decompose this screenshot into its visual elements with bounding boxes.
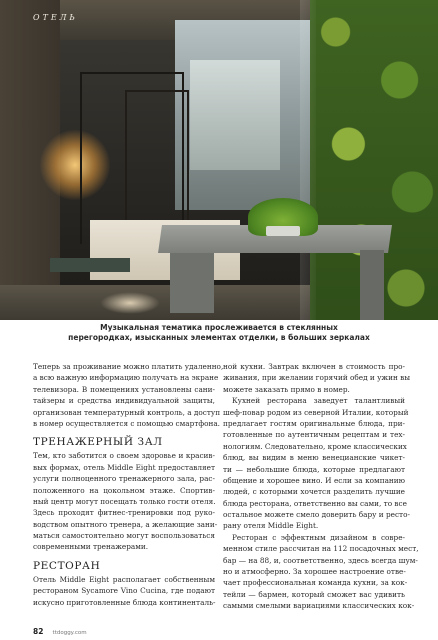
text-line: ти — небольшие блюда, которые предлагают (223, 464, 405, 474)
text-line: современными тренажерами. (33, 542, 149, 552)
text-line: чает профессиональная команда кухни, за кок- (223, 578, 408, 588)
text-line: тайзеры и средства индивидуальной защиты, (33, 396, 215, 406)
text-line: вых формах, отель Middle Eight предоставляет (33, 462, 215, 472)
photo-caption (20, 323, 418, 343)
text-line: услуги полноценного тренажерного зала, рас- (33, 474, 215, 484)
text-line: живания, при желании горячий обед и ужин вы (223, 373, 411, 383)
text-line: Ресторан с эффектным дизайном в совре- (232, 532, 405, 542)
text-line: в номер осуществляется с помощью смартфона. (33, 418, 220, 428)
text-line: положенного на цокольном этаже. Спортив- (33, 485, 215, 495)
text-line: искусно приготовленные блюда континенталь- (33, 597, 216, 607)
text-line: нологиям. Следовательно, кроме классических (223, 441, 407, 451)
text-line: блюд, вы видим в меню венецианские чикет- (223, 453, 405, 463)
text-line: водством опытного тренера, а желающие зани- (33, 519, 218, 529)
text-line: ной кухни. Завтрак включен в стоимость про- (223, 362, 405, 371)
section-heading: РЕСТОРАН (33, 559, 101, 572)
text-line: а всю важную информацию получать на экране (33, 373, 219, 383)
section-label: ОТЕЛЬ (33, 13, 78, 22)
text-line: шеф-повар родом из северной Италии, который (223, 407, 409, 417)
text-line: Тем, кто заботится о своем здоровье и красив- (33, 451, 215, 461)
photo-desk-leg (170, 253, 214, 313)
text-line: маться самостоятельно могут воспользоваться (33, 531, 215, 541)
photo-bench (50, 258, 130, 272)
footer-site: ttdoggy.com (52, 630, 87, 636)
caption-line-2: перегородках, изысканных элементах отделки, в больших зеркалах (68, 333, 370, 342)
text-line: Отель Middle Eight располагает собственным (33, 574, 215, 584)
article-left-column (33, 361, 224, 608)
text-line: рану отеля Middle Eight. (223, 521, 319, 531)
text-line: блюда ресторана, ответственно вы сами, то все (223, 498, 407, 508)
text-line: бар — на 88, и, соответственно, здесь всегда шум- (223, 555, 418, 565)
text-line: самыми смелыми вариациями классических кок- (223, 601, 415, 611)
text-line: предлагает гостям оригинальные блюда, при- (223, 418, 405, 428)
text-line: можете заказать прямо в номер. (223, 384, 350, 394)
text-line: но и атмосферно. За хорошее настроение отве- (223, 567, 406, 577)
article-right-column (223, 361, 419, 612)
text-line: тейли — бармен, который сможет вас удивить (223, 589, 405, 599)
page-number: 82 (33, 627, 44, 636)
text-line: общение и хорошее вино. И если за компанию (223, 475, 405, 485)
text-line: Кухней ресторана заведует талантливый (232, 396, 405, 406)
photo-window-light (190, 60, 280, 170)
caption-line-1: Музыкальная тематика прослеживается в стеклянных (100, 323, 338, 332)
photo-floor-reflection (100, 292, 160, 314)
text-line: остальное можете смело доверить бару и ресто- (223, 510, 410, 520)
text-line: телевизора. В помещениях установлены сани- (33, 384, 215, 394)
text-line: людей, с которыми хочется разделить лучшие (223, 487, 405, 497)
page-footer (33, 619, 87, 638)
text-line: ный центр могут посещать только гости отеля. (33, 496, 216, 506)
text-line: менном стиле рассчитан на 112 посадочных мест, (223, 544, 419, 554)
text-line: организован температурный контроль, а доступ (33, 407, 221, 417)
photo-plant-pot (266, 226, 300, 236)
text-line: рестораном Sycamore Vino Cucina, где подают (33, 586, 215, 596)
photo-desk-leg-right (360, 250, 384, 320)
text-line: готовленные по аутентичным рецептам и тех- (223, 430, 405, 440)
section-heading: ТРЕНАЖЕРНЫЙ ЗАЛ (33, 436, 163, 449)
text-line: Теперь за проживание можно платить удаленно, (33, 362, 224, 371)
text-line: Здесь проходят фитнес-тренировки под руко- (33, 508, 215, 518)
photo-glass-partition (300, 0, 316, 320)
